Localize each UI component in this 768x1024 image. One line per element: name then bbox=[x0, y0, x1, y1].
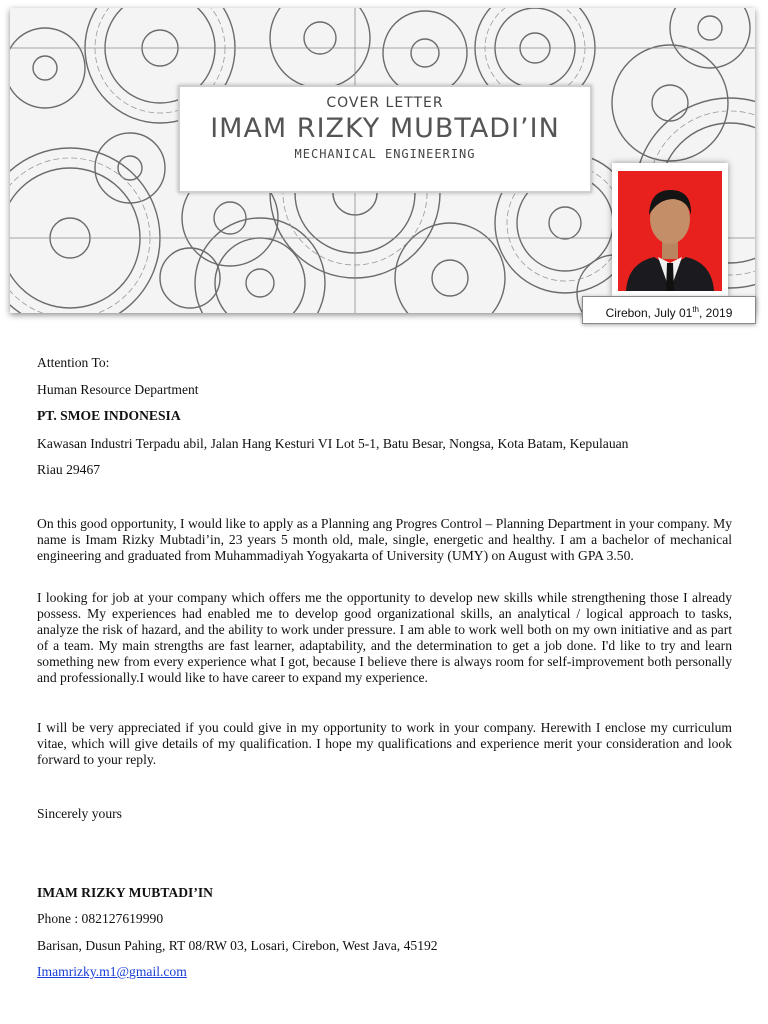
applicant-photo bbox=[612, 163, 728, 297]
recipient-company: PT. SMOE INDONESIA bbox=[37, 408, 181, 423]
date-suffix-ordinal: th bbox=[692, 305, 699, 314]
contact-email-link[interactable]: Imamrizky.m1@gmail.com bbox=[37, 964, 187, 979]
applicant-name-heading: IMAM RIZKY MUBTADI’IN bbox=[210, 113, 560, 144]
body-paragraph-1: On this good opportunity, I would like to apply as a Planning ang Progres Control – Planning Department in your company. My name is Imam Rizky Mubtadi’in, 23 years 5 month old, male, single, energetic and healthy. I am a bachelor of mechanical engineering and graduated from Muhammadiyah Yogyakarta of University (UMY) on August with GPA 3.50. bbox=[37, 516, 732, 563]
date-text: Cirebon, July 01 bbox=[605, 306, 693, 320]
cover-letter-label: COVER LETTER bbox=[326, 95, 444, 111]
recipient-address-line2: Riau 29467 bbox=[37, 462, 101, 477]
body-paragraph-3: I will be very appreciated if you could give in my opportunity to work in your company. Herewith I enclose my curriculum vitae, which will give details of my qualification. I hope my qualifications and experience merit your consideration and look forward to your reply. bbox=[37, 720, 732, 767]
signature-name: IMAM RIZKY MUBTADI’IN bbox=[37, 885, 213, 900]
closing-salutation: Sincerely yours bbox=[37, 806, 122, 821]
title-box bbox=[178, 85, 592, 193]
recipient-address-line1: Kawasan Industri Terpadu abil, Jalan Hang Kesturi VI Lot 5-1, Batu Besar, Nongsa, Kota Batam, Kepulauan bbox=[37, 436, 629, 451]
date-box bbox=[582, 296, 756, 324]
contact-phone: Phone : 082127619990 bbox=[37, 911, 164, 926]
recipient-department: Human Resource Department bbox=[37, 382, 199, 397]
date-year: , 2019 bbox=[699, 306, 733, 320]
field-label: MECHANICAL ENGINEERING bbox=[294, 147, 476, 161]
body-paragraph-2: I looking for job at your company which offers me the opportunity to develop new skills while strengthening those I already possess. My experiences had enabled me to develop good organizational skills, an analytical / logical approach to tasks, analyze the risk of hazard, and the ability to work under pressure. I am able to work well both on my own initiative and as part of a team. My main strengths are fast learner, adaptability, and the determination to get a job done. I'd like to try and learn something new from every experience what I got, because I believe there is always room for self-improvement both personally and professionally.I would like to have career to expand my experience. bbox=[37, 590, 732, 685]
contact-address: Barisan, Dusun Pahing, RT 08/RW 03, Losari, Cirebon, West Java, 45192 bbox=[37, 938, 438, 953]
attention-line: Attention To: bbox=[37, 355, 110, 370]
portrait-photo-illustration bbox=[618, 171, 722, 291]
